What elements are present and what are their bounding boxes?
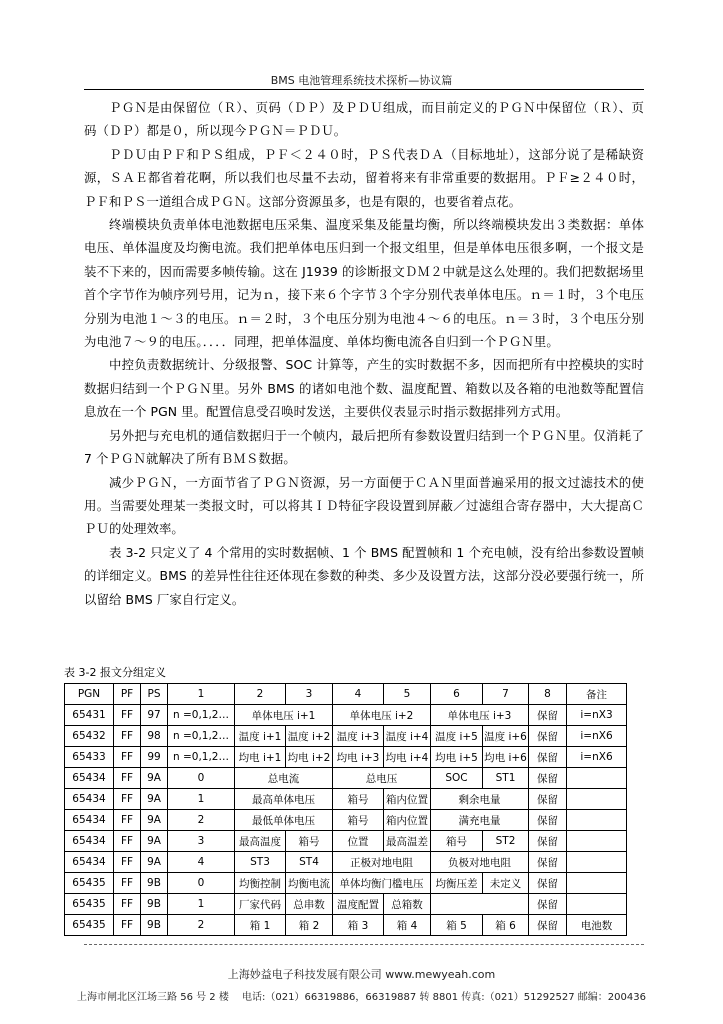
header-cell: PS bbox=[141, 684, 168, 705]
table-cell: 温度 i+6 bbox=[483, 726, 529, 747]
table-cell: 65435 bbox=[65, 873, 114, 894]
footer-address: 上海市闸北区江场三路 56 号 2 楼 电话:（021）66319886，66319887 转 8801 传真:（021）51292527 邮编：200436 bbox=[77, 992, 646, 1003]
header-cell: PGN bbox=[65, 684, 114, 705]
table-cell: 65435 bbox=[65, 894, 114, 915]
table-cell: 温度 i+3 bbox=[333, 726, 384, 747]
table-cell: ST3 bbox=[235, 852, 286, 873]
table-cell: 电池数 bbox=[567, 915, 627, 936]
table-cell: 保留 bbox=[529, 915, 567, 936]
table-cell: 9B bbox=[141, 873, 168, 894]
table-cell: 单体电压 i+2 bbox=[333, 705, 431, 726]
table-cell: 均衡电流 bbox=[286, 873, 333, 894]
table-cell: n =0,1,2… bbox=[168, 747, 235, 768]
table-row bbox=[65, 768, 627, 789]
table-cell: 9A bbox=[141, 810, 168, 831]
table-cell: 65433 bbox=[65, 747, 114, 768]
table-cell: 箱内位置 bbox=[384, 810, 431, 831]
table-cell bbox=[567, 852, 627, 873]
table-cell: 满充电量 bbox=[431, 810, 529, 831]
table-cell: 保留 bbox=[529, 873, 567, 894]
table-cell: 65434 bbox=[65, 810, 114, 831]
table-cell: 单体均衡门槛电压 bbox=[333, 873, 431, 894]
table-cell: 未定义 bbox=[483, 873, 529, 894]
table-cell: 99 bbox=[141, 747, 168, 768]
paragraph-pgn-structure: ＰＧＮ是由保留位（Ｒ）、页码（ＤＰ）及ＰＤＵ组成，而目前定义的ＰＧＮ中保留位（Ｒ）、页码（ＤＰ）都是０，所以现今ＰＧＮ＝ＰＤＵ。 bbox=[84, 100, 644, 139]
table-cell: 均衡压差 bbox=[431, 873, 483, 894]
table-cell: 保留 bbox=[529, 831, 567, 852]
table-cell: 保留 bbox=[529, 747, 567, 768]
table-cell: FF bbox=[114, 726, 141, 747]
table-cell: 0 bbox=[168, 768, 235, 789]
page-header-title: BMS 电池管理系统技术探析—协议篇 bbox=[270, 74, 453, 87]
table-cell: 温度配置 bbox=[333, 894, 384, 915]
table-cell: 箱 3 bbox=[333, 915, 384, 936]
table-row bbox=[65, 810, 627, 831]
table-cell: 4 bbox=[168, 852, 235, 873]
table-cell: 负极对地电阻 bbox=[431, 852, 529, 873]
body-text bbox=[84, 96, 644, 611]
table-cell: 箱号 bbox=[333, 810, 384, 831]
header-cell: 4 bbox=[333, 684, 384, 705]
header-cell: 2 bbox=[235, 684, 286, 705]
table-cell: 最高单体电压 bbox=[235, 789, 333, 810]
table-cell: 65431 bbox=[65, 705, 114, 726]
table-caption: 表 3-2 报文分组定义 bbox=[64, 666, 166, 679]
table-cell bbox=[567, 894, 627, 915]
table-cell: 剩余电量 bbox=[431, 789, 529, 810]
table-cell: 箱内位置 bbox=[384, 789, 431, 810]
header-cell: 6 bbox=[431, 684, 483, 705]
table-cell: 9B bbox=[141, 915, 168, 936]
table-row bbox=[65, 726, 627, 747]
table-header-row bbox=[65, 684, 627, 705]
table-row bbox=[65, 831, 627, 852]
table-cell: 总箱数 bbox=[384, 894, 431, 915]
table-cell: 正极对地电阻 bbox=[333, 852, 431, 873]
table-cell: n =0,1,2… bbox=[168, 705, 235, 726]
table-cell: 温度 i+5 bbox=[431, 726, 483, 747]
table-cell: 总串数 bbox=[286, 894, 333, 915]
table-cell bbox=[567, 810, 627, 831]
table-cell: 97 bbox=[141, 705, 168, 726]
header-cell: 5 bbox=[384, 684, 431, 705]
table-cell: SOC bbox=[431, 768, 483, 789]
table-cell: 箱 5 bbox=[431, 915, 483, 936]
table-cell: 温度 i+4 bbox=[384, 726, 431, 747]
table-cell: 保留 bbox=[529, 810, 567, 831]
table-cell: 1 bbox=[168, 894, 235, 915]
table-cell: 箱 4 bbox=[384, 915, 431, 936]
header-cell: 7 bbox=[483, 684, 529, 705]
table-cell: 厂家代码 bbox=[235, 894, 286, 915]
table-cell: 保留 bbox=[529, 852, 567, 873]
table-cell: 保留 bbox=[529, 726, 567, 747]
table-cell: FF bbox=[114, 789, 141, 810]
table-cell: 箱 1 bbox=[235, 915, 286, 936]
paragraph-terminal-module: 终端模块负责单体电池数据电压采集、温度采集及能量均衡，所以终端模块发出３类数据：单体电压、单体温度及均衡电流。我们把单体电压归到一个报文组里，但是单体电压很多啊，一个报文是装不下来的，因而需要多帧传输。这在 J1939 的诊断报文ＤＭ２中就是这么处理的。我们把数据场里首个字节作为帧序列号用，记为ｎ，接下来６个字节３个字分别代表单体电压。ｎ＝１时，３个电压分别为电池１～３的电压。ｎ＝２时，３个电压分别为电池４～６的电压。ｎ＝３时，３个电压分别为电池７～９的电压。．．．．同理，把单体温度、单体均衡电流各自归到一个ＰＧＮ里。 bbox=[84, 217, 644, 350]
table-cell: 均电 i+3 bbox=[333, 747, 384, 768]
table-cell: 均电 i+6 bbox=[483, 747, 529, 768]
table-cell: 均电 i+1 bbox=[235, 747, 286, 768]
table-cell: 单体电压 i+1 bbox=[235, 705, 333, 726]
table-cell: FF bbox=[114, 873, 141, 894]
table-cell: FF bbox=[114, 894, 141, 915]
paragraph-reduce-pgn: 减少ＰＧＮ，一方面节省了ＰＧＮ资源，另一方面便于ＣＡＮ里面普遍采用的报文过滤技术的使用。当需要处理某一类报文时，可以将其ＩＤ特征字段设置到屏蔽／过滤组合寄存器中，大大提高ＣＰＵ的处理效率。 bbox=[84, 474, 644, 537]
table-cell bbox=[567, 789, 627, 810]
pgn-definition-table bbox=[64, 683, 627, 936]
table-cell: 1 bbox=[168, 789, 235, 810]
table-cell: 9A bbox=[141, 768, 168, 789]
header-cell: 1 bbox=[168, 684, 235, 705]
table-cell: 98 bbox=[141, 726, 168, 747]
header-cell: 3 bbox=[286, 684, 333, 705]
table-cell: FF bbox=[114, 705, 141, 726]
table-cell: 最高温度 bbox=[235, 831, 286, 852]
footer-rule bbox=[84, 944, 644, 945]
table-cell: 总电压 bbox=[333, 768, 431, 789]
table-cell: FF bbox=[114, 852, 141, 873]
table-cell: 均电 i+5 bbox=[431, 747, 483, 768]
table-cell: ST2 bbox=[483, 831, 529, 852]
table-row bbox=[65, 747, 627, 768]
table-cell: 保留 bbox=[529, 894, 567, 915]
table-cell: 温度 i+1 bbox=[235, 726, 286, 747]
table-cell: 保留 bbox=[529, 768, 567, 789]
paragraph-central-control: 中控负责数据统计、分级报警、SOC 计算等，产生的实时数据不多，因而把所有中控模块的实时数据归结到一个ＰＧＮ里。另外 BMS 的诸如电池个数、温度配置、箱数以及各箱的电池数等配置信息放在一个 PGN 里。配置信息受召唤时发送，主要供仪表显示时指示数据排列方式用。 bbox=[84, 357, 644, 420]
table-cell: 2 bbox=[168, 810, 235, 831]
table-cell: 位置 bbox=[333, 831, 384, 852]
table-cell: 总电流 bbox=[235, 768, 333, 789]
paragraph-pdu-structure: ＰＤＵ由ＰＦ和ＰＳ组成，ＰＦ＜２４０时，ＰＳ代表ＤＡ（目标地址），这部分说了是稀缺资源，ＳＡＥ都省着花啊，所以我们也尽量不去动，留着将来有非常重要的数据用。ＰＦ≥２４０时，ＰＦ和ＰＳ一道组合成ＰＧＮ。这部分资源虽多，也是有限的，也要省着点花。 bbox=[84, 146, 644, 209]
table-cell: FF bbox=[114, 768, 141, 789]
table-cell: 箱号 bbox=[333, 789, 384, 810]
table-cell: 9A bbox=[141, 852, 168, 873]
table-cell: 3 bbox=[168, 831, 235, 852]
header-rule bbox=[84, 89, 644, 90]
table-cell: 箱号 bbox=[286, 831, 333, 852]
table-cell: 65434 bbox=[65, 831, 114, 852]
table-cell: 最低单体电压 bbox=[235, 810, 333, 831]
table-row bbox=[65, 705, 627, 726]
table-cell: i=nX3 bbox=[567, 705, 627, 726]
table-cell: 65434 bbox=[65, 852, 114, 873]
table-cell: 保留 bbox=[529, 789, 567, 810]
table-cell: 箱 6 bbox=[483, 915, 529, 936]
table-cell: 箱 2 bbox=[286, 915, 333, 936]
header-cell: PF bbox=[114, 684, 141, 705]
table-cell: i=nX6 bbox=[567, 747, 627, 768]
table-cell: 65434 bbox=[65, 768, 114, 789]
table-row bbox=[65, 789, 627, 810]
table-row bbox=[65, 915, 627, 936]
table-cell: FF bbox=[114, 747, 141, 768]
table-cell: n =0,1,2… bbox=[168, 726, 235, 747]
table-cell: 65432 bbox=[65, 726, 114, 747]
table-cell: 箱号 bbox=[431, 831, 483, 852]
table-row bbox=[65, 873, 627, 894]
table-cell: 65435 bbox=[65, 915, 114, 936]
table-row bbox=[65, 894, 627, 915]
table-cell: 温度 i+2 bbox=[286, 726, 333, 747]
table-cell bbox=[567, 831, 627, 852]
table-cell: FF bbox=[114, 831, 141, 852]
table-cell bbox=[567, 768, 627, 789]
table-cell: 均电 i+2 bbox=[286, 747, 333, 768]
header-cell: 备注 bbox=[567, 684, 627, 705]
table-cell: 2 bbox=[168, 915, 235, 936]
table-cell: 9A bbox=[141, 789, 168, 810]
table-cell bbox=[431, 894, 529, 915]
table-cell: FF bbox=[114, 915, 141, 936]
table-cell: ST4 bbox=[286, 852, 333, 873]
paragraph-table-summary: 表 3-2 只定义了 4 个常用的实时数据帧、1 个 BMS 配置帧和 1 个充电帧，没有给出参数设置帧的详细定义。BMS 的差异性往往还体现在参数的种类、多少及设置方法，这部分没必要强行统一，所以留给 BMS 厂家自行定义。 bbox=[84, 544, 644, 607]
table-cell: 均衡控制 bbox=[235, 873, 286, 894]
table-cell bbox=[567, 873, 627, 894]
table-cell: 保留 bbox=[529, 705, 567, 726]
header-cell: 8 bbox=[529, 684, 567, 705]
table-cell: 最高温差 bbox=[384, 831, 431, 852]
table-cell: 9A bbox=[141, 831, 168, 852]
footer-company: 上海妙益电子科技发展有限公司 www.mewyeah.com bbox=[227, 968, 496, 981]
table-row bbox=[65, 852, 627, 873]
table-cell: 均电 i+4 bbox=[384, 747, 431, 768]
table-cell: i=nX6 bbox=[567, 726, 627, 747]
table-cell: FF bbox=[114, 810, 141, 831]
table-cell: ST1 bbox=[483, 768, 529, 789]
table-cell: 0 bbox=[168, 873, 235, 894]
table-cell: 9B bbox=[141, 894, 168, 915]
table-cell: 单体电压 i+3 bbox=[431, 705, 529, 726]
table-cell: 65434 bbox=[65, 789, 114, 810]
paragraph-charger: 另外把与充电机的通信数据归于一个帧内，最后把所有参数设置归结到一个ＰＧＮ里。仅消耗了 7 个ＰＧＮ就解决了所有ＢＭＳ数据。 bbox=[84, 427, 644, 467]
